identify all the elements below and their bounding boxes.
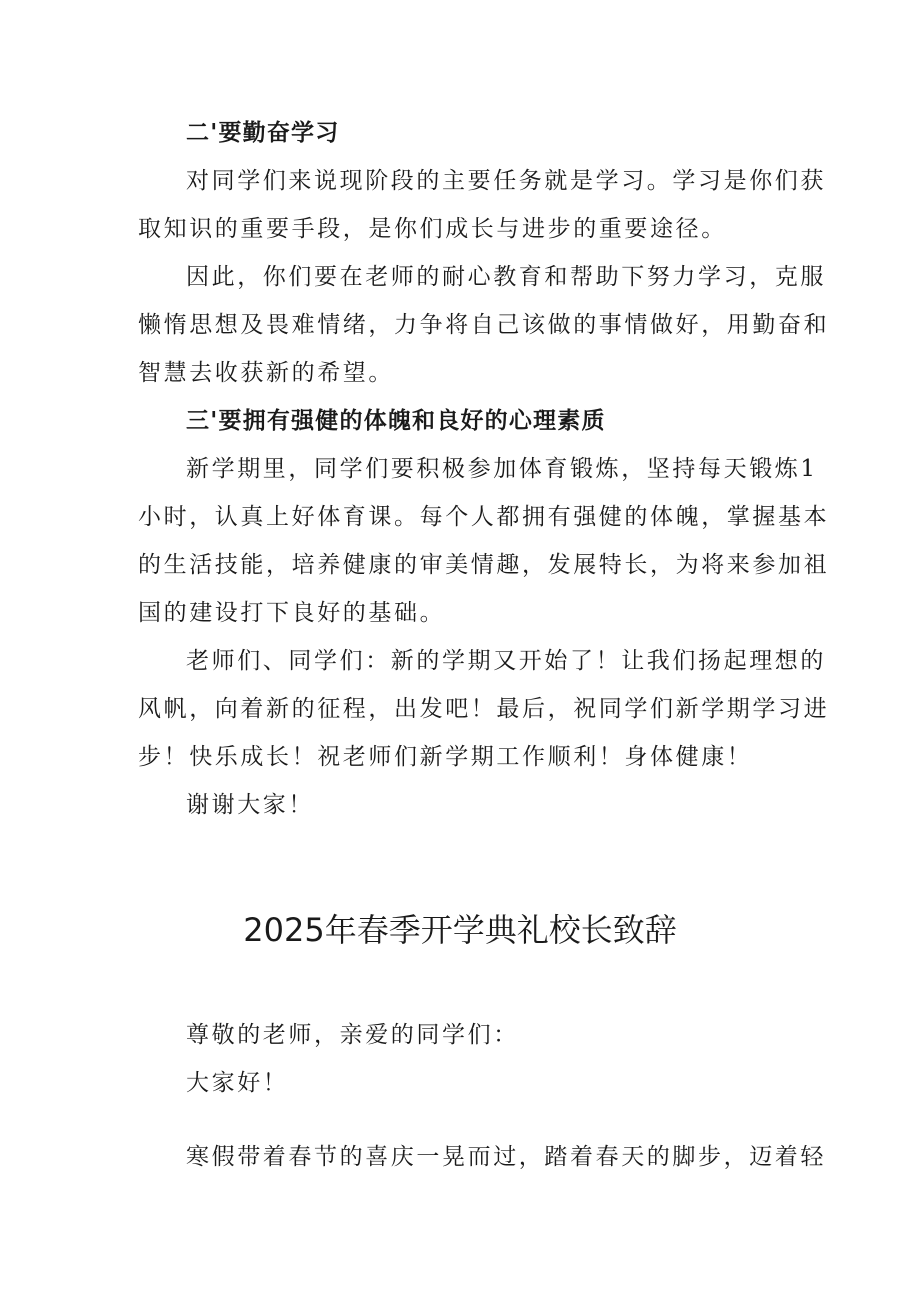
paragraph-line: 的生活技能，培养健康的审美情趣，发展特长，为将来参加祖 (138, 552, 830, 578)
paragraph-line: 新学期里，同学们要积极参加体育锻炼，坚持每天锻炼1 (186, 456, 818, 482)
paragraph-line: 老师们、同学们：新的学期又开始了！让我们扬起理想的 (186, 648, 826, 674)
section-heading-study: 二'要勤奋学习 (186, 119, 340, 146)
greeting: 大家好！ (186, 1070, 289, 1096)
paragraph-line: 国的建设打下良好的基础。 (138, 600, 446, 626)
paragraph-line: 对同学们来说现阶段的主要任务就是学习。学习是你们获 (186, 168, 826, 194)
paragraph-line: 小时，认真上好体育课。每个人都拥有强健的体魄，掌握基本 (138, 504, 830, 530)
paragraph-line: 懒惰思想及畏难情绪，力争将自己该做的事情做好，用勤奋和 (138, 312, 830, 338)
paragraph-line: 步！快乐成长！祝老师们新学期工作顺利！身体健康！ (138, 744, 753, 770)
paragraph-line: 因此，你们要在老师的耐心教育和帮助下努力学习，克服 (186, 264, 826, 290)
section-heading-health: 三'要拥有强健的体魄和良好的心理素质 (186, 407, 606, 434)
paragraph-line: 取知识的重要手段，是你们成长与进步的重要途径。 (138, 216, 727, 242)
paragraph-line: 风帆，向着新的征程，出发吧！最后，祝同学们新学期学习进 (138, 696, 830, 722)
closing-thanks: 谢谢大家！ (186, 792, 314, 818)
paragraph-line: 寒假带着春节的喜庆一晃而过，踏着春天的脚步，迈着轻 (186, 1144, 826, 1170)
salutation: 尊敬的老师，亲爱的同学们： (186, 1022, 519, 1048)
speech-title: 2025年春季开学典礼校长致辞 (243, 911, 677, 949)
paragraph-line: 智慧去收获新的希望。 (138, 360, 394, 386)
